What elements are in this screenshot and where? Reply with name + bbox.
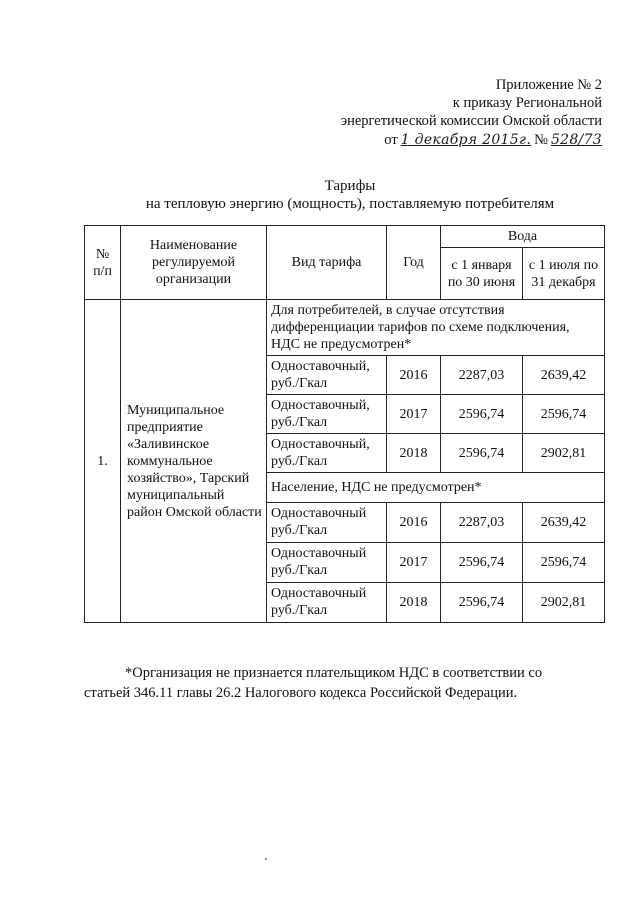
value-period-1: 2596,74	[441, 434, 523, 473]
tariff-type-cell: Одноставочный, руб./Гкал	[267, 395, 387, 434]
year-cell: 2017	[387, 543, 441, 583]
number-label: №	[534, 132, 548, 148]
header-num: № п/п	[85, 226, 121, 300]
header-year: Год	[387, 226, 441, 300]
value-period-2: 2596,74	[523, 543, 605, 583]
header-period-2: с 1 июля по 31 декабря	[523, 248, 605, 300]
tariff-table	[84, 225, 605, 623]
header-water: Вода	[441, 226, 605, 248]
organization-name: Муниципальное предприятие «Заливинское коммунальное хозяйство», Тарский муниципальный район Омской области	[121, 300, 267, 623]
footnote-line-1: *Организация не признается плательщиком НДС в соответствии со	[125, 665, 543, 681]
value-period-2: 2596,74	[523, 395, 605, 434]
year-cell: 2016	[387, 503, 441, 543]
scan-speck	[265, 858, 267, 860]
title-line-2: на тепловую энергию (мощность), поставляемую потребителям	[145, 196, 555, 212]
value-period-2: 2639,42	[523, 356, 605, 395]
appendix-line-3: энергетической комиссии Омской области	[340, 113, 602, 129]
order-date-number	[282, 131, 602, 149]
header-tariff-type: Вид тарифа	[267, 226, 387, 300]
tariff-type-cell: Одноставочный руб./Гкал	[267, 583, 387, 623]
tariff-type-cell: Одноставочный, руб./Гкал	[267, 356, 387, 395]
handwritten-date: 1 декабря 2015г.	[400, 132, 532, 148]
tariff-type-cell: Одноставочный руб./Гкал	[267, 543, 387, 583]
document-title	[0, 177, 640, 213]
value-period-1: 2287,03	[441, 503, 523, 543]
appendix-line-2: к приказу Региональной	[452, 95, 602, 111]
appendix-block	[282, 76, 602, 149]
title-line-1: Тарифы	[324, 178, 376, 194]
year-cell: 2016	[387, 356, 441, 395]
group-caption-1: Для потребителей, в случае отсутствия дифференциации тарифов по схеме подключения, НДС не предусмотрен*	[267, 300, 605, 356]
tariff-type-cell: Одноставочный руб./Гкал	[267, 503, 387, 543]
value-period-1: 2596,74	[441, 543, 523, 583]
year-cell: 2018	[387, 583, 441, 623]
footnote-line-2: статьей 346.11 главы 26.2 Налогового кодекса Российской Федерации.	[84, 685, 518, 701]
year-cell: 2017	[387, 395, 441, 434]
handwritten-number: 528/73	[550, 132, 602, 148]
value-period-2: 2639,42	[523, 503, 605, 543]
value-period-1: 2287,03	[441, 356, 523, 395]
value-period-1: 2596,74	[441, 583, 523, 623]
from-label: от	[384, 132, 398, 148]
header-organization: Наименование регулируемой организации	[121, 226, 267, 300]
value-period-2: 2902,81	[523, 434, 605, 473]
year-cell: 2018	[387, 434, 441, 473]
tariff-type-cell: Одноставочный, руб./Гкал	[267, 434, 387, 473]
value-period-1: 2596,74	[441, 395, 523, 434]
group-caption-2: Население, НДС не предусмотрен*	[267, 473, 605, 503]
appendix-line-1: Приложение № 2	[495, 77, 602, 93]
header-period-1: с 1 января по 30 июня	[441, 248, 523, 300]
row-number: 1.	[85, 300, 121, 623]
value-period-2: 2902,81	[523, 583, 605, 623]
